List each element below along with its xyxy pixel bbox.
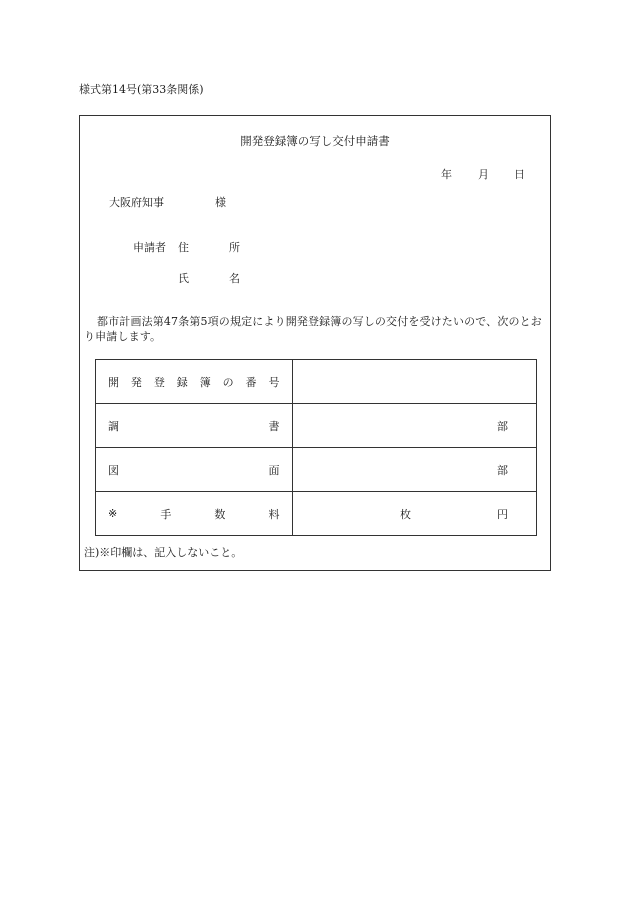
form-title: 開発登録簿の写し交付申請書 [240,134,390,148]
honorific: 様 [215,196,226,209]
fee-label [96,492,293,536]
label-char: 面 [268,463,280,477]
request-statement: 都市計画法第47条第5項の規定により開発登録簿の写しの交付を受けたいので、次のとおり申請します。 [84,315,542,343]
name-label-char: 名 [229,272,240,285]
footnote: 注)※印欄は、記入しないこと。 [84,546,243,559]
fee-field [292,492,536,536]
applicant-label: 申請者 [133,241,166,254]
application-table [95,359,537,536]
drawing-copies-field[interactable] [292,448,536,492]
table-row [96,448,537,492]
label-char: 手 [160,507,172,521]
label-char: 開 [108,375,119,389]
label-char: 号 [268,375,280,389]
fee-yen-unit: 円 [497,507,508,521]
label-char: 録 [176,375,188,389]
address-label [178,239,240,255]
name-label-char: 氏 [178,272,189,285]
label-char: 数 [214,507,226,521]
report-label [96,404,293,448]
registry-number-field[interactable] [292,360,536,404]
label-char: 登 [153,375,165,389]
date-day: 日 [514,168,525,181]
date-month: 月 [478,168,489,181]
table-row [96,492,537,536]
form-number: 様式第14号(第33条関係) [79,83,204,96]
name-label [178,270,240,286]
table-row [96,360,537,404]
address-label-char: 住 [178,241,189,254]
registry-number-label [96,360,293,404]
drawing-unit: 部 [497,463,508,477]
table-row [96,404,537,448]
drawing-label [96,448,293,492]
label-char: の [222,375,234,389]
fee-sheet-unit: 枚 [400,507,411,521]
label-char: 料 [268,507,280,521]
label-char: 発 [130,375,142,389]
address-label-char: 所 [229,241,240,254]
date-year: 年 [441,168,452,181]
label-char: ※ [108,507,118,520]
report-unit: 部 [497,419,508,433]
label-char: 番 [245,375,257,389]
label-char: 調 [108,419,119,433]
label-char: 簿 [199,375,211,389]
addressee: 大阪府知事 [109,196,164,209]
application-form [79,115,551,571]
report-copies-field[interactable] [292,404,536,448]
label-char: 書 [268,419,280,433]
label-char: 図 [108,463,119,477]
